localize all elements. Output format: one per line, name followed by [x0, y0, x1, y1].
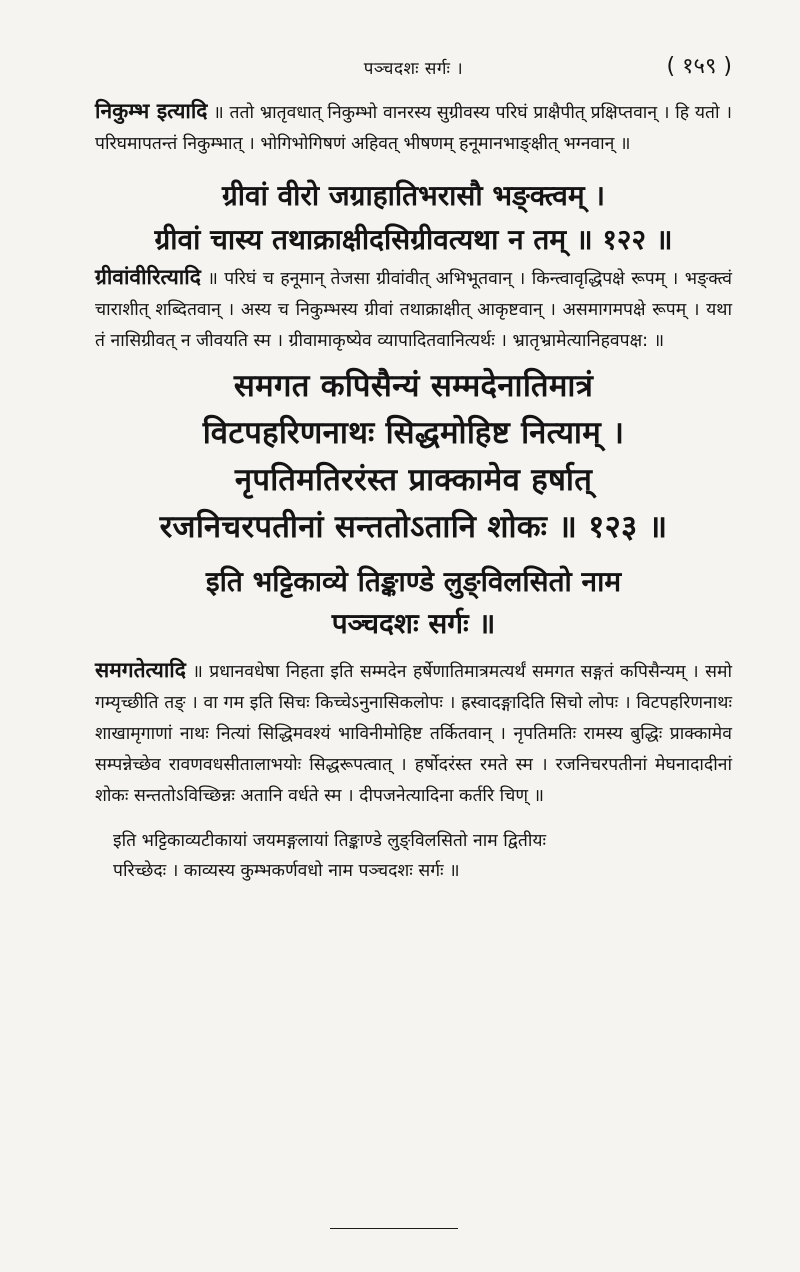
verse-line: रजनिचरपतीनां सन्ततोऽतानि शोकः ॥ १२३ ॥ [159, 509, 668, 545]
colophon-line: पञ्चदशः सर्गः ॥ [331, 607, 496, 640]
verse-line: समगत कपिसैन्यं सम्मदेनातिमात्रं [233, 368, 594, 404]
running-head: पञ्चदशः सर्गः । [363, 59, 464, 79]
verse-123 [95, 363, 732, 551]
commentary-text: ॥ परिघं च हनूमान् तेजसा ग्रीवांवीत् अभिभूतवान् । किन्त्वावृद्धिपक्षे रूपम् । भङ्क्त्वं चाराशीत् शब्दितवान् । अस्य च निकुम्भस्य ग्रीवां तथाक्राक्षीत् आकृष्टवान् । असमागमपक्षे रूपम् । यथा तं नासिग्रीवत् न जीवयति स्म । ग्रीवामाकृष्येव व्यापादितवानित्यर्थः । भ्रातृभ्रामेत्यानिहवपक्ष: ॥ [95, 269, 732, 351]
verse-122 [95, 174, 732, 262]
verse-line: विटपहरिणनाथः सिद्धमोहिष्ट नित्याम् । [202, 415, 625, 451]
end-rule [330, 1228, 458, 1229]
commentary-lemma: ग्रीवांवीरित्यादि [95, 265, 201, 289]
commentary-paragraph-2 [95, 262, 732, 357]
colophon-line: परिच्छेदः । काव्यस्य कुम्भकर्णवधो नाम पञ्चदशः सर्गः ॥ [113, 861, 460, 881]
colophon-line: इति भट्टिकाव्यटीकायां जयमङ्गलायां तिङ्काण्डे लुङ्विलसितो नाम द्वितीयः [113, 831, 547, 851]
page-header [95, 56, 732, 96]
commentary-paragraph-1 [95, 96, 732, 160]
verse-line: ग्रीवां वीरो जग्राहातिभरासौ भङ्क्त्वम् । [222, 179, 605, 212]
commentary-paragraph-3 [95, 655, 732, 812]
commentary-text: ॥ प्रधानवधेषा निहता इति सम्मदेन हर्षेणातिमात्रमत्यर्थं समगत सङ्गतं कपिसैन्यम् । समो गम्यृच्छीति तङ् । वा गम इति सिचः किच्चेऽनुनासिकलोपः । ह्रस्वादङ्गादिति सिचो लोपः । विटपहरिणनाथः शाखामृगाणां नाथः नित्यां सिद्धिमवश्यं भाविनीमोहिष्ट तर्कितवान् । नृपतिमतिः रामस्य बुद्धिः प्राक्कामेव सम्पन्नेच्छेव रावणवधसीतालाभयोः सिद्धरूपत्वात् । हर्षोदरंस्त रमते स्म । रजनिचरपतीनां मेघनादादीनां शोकः सन्ततोऽविच्छिन्नः अतानि वर्धते स्म । दीपजनेत्यादिना कर्तरि चिण् ॥ [95, 662, 732, 806]
commentary-text: ॥ ततो भ्रातृवधात् निकुम्भो वानरस्य सुग्रीवस्य परिघं प्राक्षैपीत् प्रक्षिप्तवान् । हि यतो । परिघमापतन्तं निकुम्भात् । भोगिभोगिषणं अहिवत् भीषणम् हनूमानभाङ्क्षीत् भग्नवान् ॥ [95, 103, 732, 154]
commentary-lemma: समगतेत्यादि [95, 658, 186, 682]
commentary-lemma: निकुम्भ इत्यादि [95, 99, 208, 123]
verse-line: ग्रीवां चास्य तथाक्राक्षीदसिग्रीवत्यथा न तम् ॥ १२२ ॥ [154, 223, 673, 256]
verse-line: नृपतिमतिररंस्त प्राक्कामेव हर्षात् [234, 462, 593, 498]
canto-colophon [95, 561, 732, 645]
page-number: ( १५९ ) [666, 54, 732, 79]
commentary-colophon [95, 826, 732, 886]
colophon-line: इति भट्टिकाव्ये तिङ्काण्डे लुङ्विलसितो नाम [205, 565, 622, 598]
